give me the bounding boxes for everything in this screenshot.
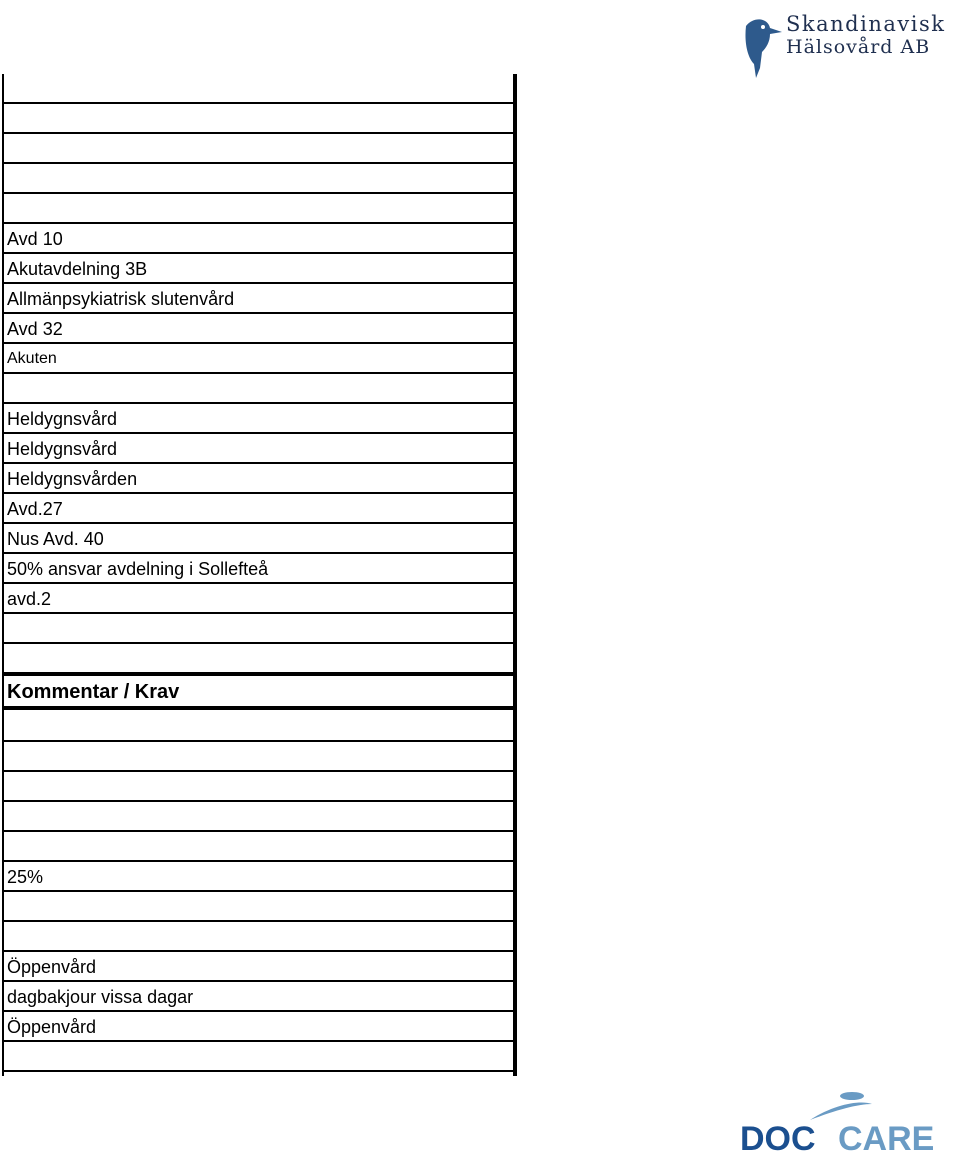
table-row xyxy=(2,104,516,134)
table-row-header xyxy=(2,678,516,710)
table-row xyxy=(2,1042,516,1072)
table-cell: dagbakjour vissa dagar xyxy=(7,987,194,1007)
table-row xyxy=(2,802,516,832)
table-row xyxy=(2,434,516,464)
table-cell: Nus Avd. 40 xyxy=(7,529,104,549)
table-row xyxy=(2,284,516,314)
table-row xyxy=(2,712,516,742)
table-row xyxy=(2,614,516,644)
table-row xyxy=(2,584,516,614)
table-row xyxy=(2,644,516,676)
table-row xyxy=(2,742,516,772)
table-cell: Avd 32 xyxy=(7,319,63,339)
logo-wordmark xyxy=(786,14,945,57)
table-cell: avd.2 xyxy=(7,589,52,609)
table-row xyxy=(2,374,516,404)
table-row xyxy=(2,952,516,982)
swoosh-icon xyxy=(740,1090,945,1124)
logo-care-text: CARE xyxy=(838,1120,935,1158)
table-cell: Akuten xyxy=(7,350,57,367)
table-row xyxy=(2,224,516,254)
table-row xyxy=(2,194,516,224)
logo-doc-text: DOC xyxy=(740,1120,816,1158)
table-row xyxy=(2,74,516,104)
table-cell: Heldygnsvård xyxy=(7,439,118,459)
table-row xyxy=(2,134,516,164)
table-row xyxy=(2,494,516,524)
table-cell: 50% ansvar avdelning i Sollefteå xyxy=(7,559,269,579)
table-cell: Öppenvård xyxy=(7,1017,97,1037)
table-row xyxy=(2,772,516,802)
table-row xyxy=(2,464,516,494)
table-row xyxy=(2,254,516,284)
table-row xyxy=(2,344,516,374)
kingfisher-bird-icon xyxy=(726,8,786,84)
spreadsheet-table xyxy=(2,74,517,1076)
table-row xyxy=(2,1012,516,1042)
table-row xyxy=(2,524,516,554)
table-cell: Heldygnsvården xyxy=(7,469,138,489)
table-row xyxy=(2,314,516,344)
table-row xyxy=(2,832,516,862)
table-cell: Avd.27 xyxy=(7,499,63,519)
table-row xyxy=(2,862,516,892)
table-cell: Allmänpsykiatrisk slutenvård xyxy=(7,289,235,309)
table-row xyxy=(2,892,516,922)
comment-header: Kommentar / Krav xyxy=(7,681,180,703)
table-cell: Akutavdelning 3B xyxy=(7,259,148,279)
table-cell: Heldygnsvård xyxy=(7,409,118,429)
logo-line-1: Skandinavisk xyxy=(786,12,946,36)
skandinavisk-halsovard-logo xyxy=(726,8,956,84)
logo-line-2: Hälsovård AB xyxy=(786,36,931,58)
table-cell: Avd 10 xyxy=(7,229,63,249)
table-cell: Öppenvård xyxy=(7,957,97,977)
table-row xyxy=(2,554,516,584)
table-cell: 25% xyxy=(7,867,44,887)
table-row xyxy=(2,404,516,434)
table-row xyxy=(2,982,516,1012)
table-row xyxy=(2,922,516,952)
table-row xyxy=(2,164,516,194)
doccare-logo xyxy=(740,1090,945,1160)
